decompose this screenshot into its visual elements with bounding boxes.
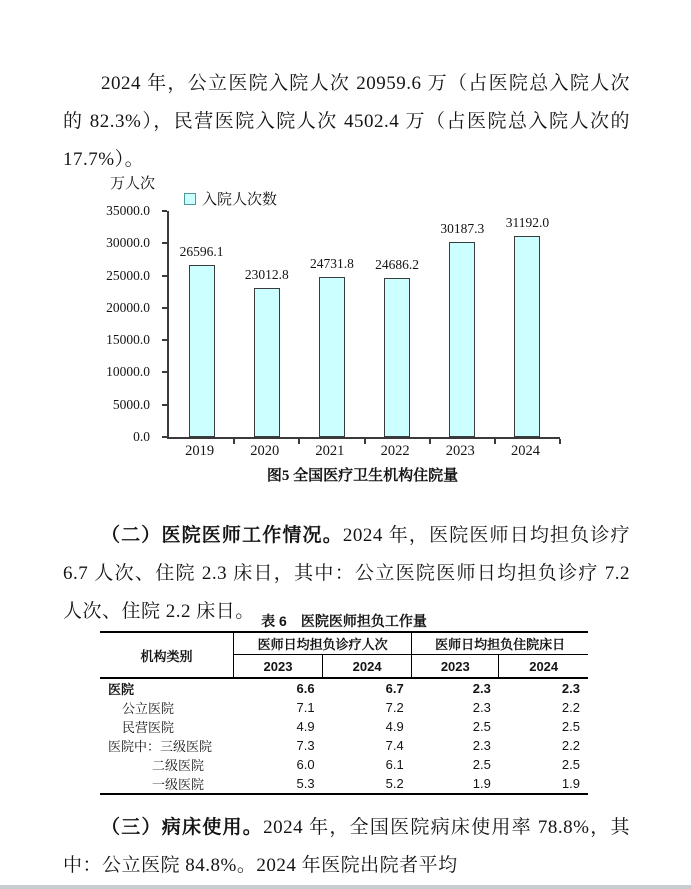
row-label: 一级医院 (152, 777, 205, 792)
table-row (100, 678, 588, 698)
bar-slot (234, 211, 299, 437)
bar-value-label: 31192.0 (505, 214, 550, 230)
table-group-header-inpatient: 医师日均担负住院床日 (412, 632, 588, 655)
chart-unit-label: 万人次 (110, 176, 156, 192)
cell-value: 2.2 (561, 700, 580, 715)
cell-value: 7.4 (385, 738, 404, 753)
cell-value: 4.9 (296, 719, 315, 734)
y-tick-mark (162, 275, 167, 277)
y-tick-label: 5000.0 (112, 396, 150, 412)
x-category-label: 2022 (380, 443, 410, 459)
cell-value: 7.1 (296, 700, 315, 715)
row-label: 医院 (108, 682, 135, 697)
bottom-scrollbar-track[interactable] (0, 885, 691, 889)
y-tick-mark (162, 436, 167, 438)
paragraph-text: 2024 年，公立医院入院人次 20959.6 万（占医院总入院人次的 82.3%），民营医院入院人次 4502.4 万（占医院总入院人次的 17.7%）。 (63, 73, 630, 170)
year-header: 2023 (233, 655, 322, 679)
y-tick-mark (162, 371, 167, 373)
bar-2022 (384, 278, 410, 437)
bar-value-label: 23012.8 (244, 267, 289, 283)
y-tick-mark (162, 210, 167, 212)
cell-value: 2.5 (561, 757, 580, 772)
paragraph-bed-utilization (63, 809, 630, 885)
cell-value: 2.3 (472, 700, 491, 715)
y-tick-label: 25000.0 (106, 267, 150, 283)
cell-value: 6.7 (385, 681, 404, 696)
bar-slot (430, 211, 495, 437)
workload-table (100, 631, 588, 795)
cell-value: 2.5 (561, 719, 580, 734)
y-tick-mark (162, 404, 167, 406)
year-header: 2024 (499, 655, 588, 679)
x-category-label: 2023 (445, 443, 475, 459)
table-body (100, 678, 588, 794)
year-header: 2023 (412, 655, 499, 679)
chart-caption: 图5 全国医疗卫生机构住院量 (266, 468, 459, 484)
x-category-label: 2020 (250, 443, 280, 459)
bar-slot (495, 211, 560, 437)
paragraph-heading-text: （三）病床使用。 (101, 817, 264, 838)
paragraph-heading-text: （二）医院医师工作情况。 (101, 525, 343, 546)
cell-value: 2.2 (561, 738, 580, 753)
x-tick-mark (559, 439, 561, 444)
cell-value: 5.2 (385, 776, 404, 791)
y-tick-mark (162, 307, 167, 309)
bar-2024 (514, 236, 540, 437)
bar-value-label: 24686.2 (375, 256, 420, 272)
y-tick-mark (162, 242, 167, 244)
bar-value-label: 24731.8 (309, 256, 354, 272)
table-row (100, 717, 588, 736)
y-tick-label: 15000.0 (106, 332, 150, 348)
table-corner-header: 机构类别 (100, 632, 233, 678)
table-row (100, 736, 588, 755)
bar-value-label: 26596.1 (179, 244, 224, 260)
bar-slot (169, 211, 234, 437)
cell-value: 2.3 (472, 681, 491, 696)
y-tick-label: 35000.0 (106, 203, 150, 218)
table-group-header-outpatient: 医师日均担负诊疗人次 (233, 632, 411, 655)
cell-value: 6.1 (385, 757, 404, 772)
y-tick-label: 30000.0 (106, 235, 150, 251)
row-label: 医院中：三级医院 (108, 739, 213, 754)
y-tick-label: 10000.0 (106, 364, 150, 380)
table-row (100, 698, 588, 717)
table-row (100, 774, 588, 794)
cell-value: 7.2 (385, 700, 404, 715)
paragraph-text: 2024 年，医院医师日均担负诊疗 6.7 人次、住院 2.3 床日，其中：公立医院医师日均担负诊疗 7.2 人次、住院 2.2 床日。 (63, 525, 630, 622)
bar-2019 (189, 265, 215, 437)
cell-value: 5.3 (296, 776, 315, 791)
legend-label: 入院人次数 (202, 192, 278, 208)
cell-value: 7.3 (296, 738, 315, 753)
cell-value: 1.9 (472, 776, 491, 791)
bar-slot (299, 211, 364, 437)
bar-2020 (254, 288, 280, 437)
row-label: 公立医院 (122, 701, 175, 716)
cell-value: 6.6 (296, 681, 315, 696)
cell-value: 2.5 (472, 757, 491, 772)
y-tick-mark (162, 339, 167, 341)
cell-value: 2.3 (561, 681, 580, 696)
x-category-label: 2021 (315, 443, 345, 459)
table-row (100, 755, 588, 774)
chart-legend (184, 188, 277, 209)
y-tick-label: 0.0 (133, 429, 150, 444)
cell-value: 2.3 (472, 738, 491, 753)
y-tick-label: 20000.0 (106, 299, 150, 315)
row-label: 二级医院 (152, 758, 205, 773)
cell-value: 1.9 (561, 776, 580, 791)
year-header: 2024 (323, 655, 412, 679)
x-category-label: 2024 (510, 443, 540, 459)
cell-value: 2.5 (472, 719, 491, 734)
bar-value-label: 30187.3 (440, 221, 485, 237)
legend-swatch-icon (184, 193, 196, 205)
table-header-group-row (100, 632, 588, 655)
cell-value: 6.0 (296, 757, 315, 772)
bar-2023 (449, 242, 475, 437)
row-label: 民营医院 (122, 720, 175, 735)
chart-yaxis-labels (88, 203, 158, 444)
bar-slot (365, 211, 430, 437)
paragraph-hospital-admissions (63, 65, 630, 179)
paragraph-text: 2024 年，全国医院病床使用率 78.8%，其中：公立医院 84.8%。2024 年医院出院者平均 (63, 817, 630, 876)
table-title: 表 6 医院医师担负工作量 (261, 613, 427, 629)
cell-value: 4.9 (385, 719, 404, 734)
chart-plot (167, 211, 560, 439)
bar-2021 (319, 277, 345, 437)
x-category-label: 2019 (185, 443, 215, 459)
chart-xaxis-labels (167, 443, 558, 460)
